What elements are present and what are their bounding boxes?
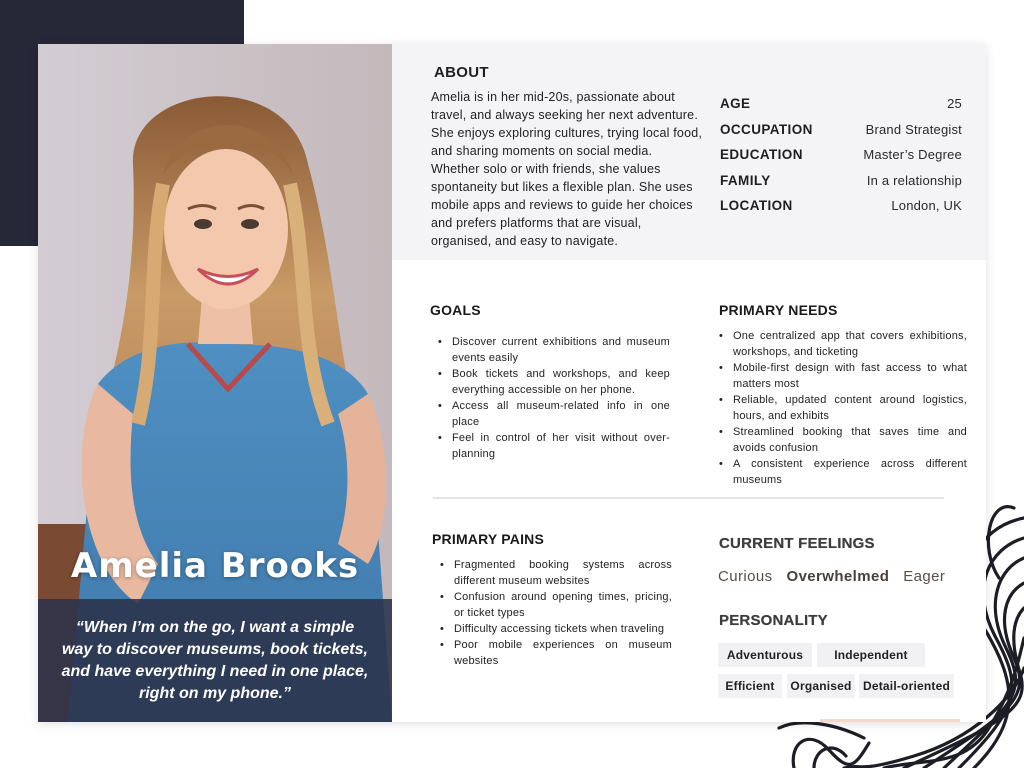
- section-divider: [433, 497, 944, 499]
- list-item: • One centralized app that covers exhibitions, workshops, and ticketing: [713, 328, 967, 360]
- persona-name: Amelia Brooks: [70, 546, 360, 586]
- fact-education: [720, 147, 962, 173]
- personality-tag: Detail-oriented: [859, 674, 954, 698]
- fact-age: [720, 96, 962, 122]
- accent-line: [820, 719, 960, 722]
- personality-tag: Independent: [817, 643, 925, 667]
- fact-location: [720, 198, 962, 224]
- personality-tag: Efficient: [718, 674, 782, 698]
- fact-value: Brand Strategist: [865, 121, 962, 137]
- fact-value: In a relationship: [866, 172, 962, 188]
- fact-label: FAMILY: [720, 172, 771, 188]
- needs-heading: PRIMARY NEEDS: [719, 302, 838, 318]
- feeling-item: Curious: [718, 568, 773, 585]
- list-item: • Mobile-first design with fast access to what matters most: [713, 360, 967, 392]
- about-text: Amelia is in her mid-20s, passionate about travel, and always seeking her next adventure. She enjoys exploring cultures, trying local food, and sharing moments on social media. Whether solo or with friends, she values spontaneity but likes a flexible plan. She uses mobile apps and reviews to guide her choices and prefers platforms that are visual, organised, and easy to navigate.: [431, 90, 703, 248]
- list-item: • Difficulty accessing tickets when traveling: [434, 621, 672, 637]
- fact-value: Master’s Degree: [863, 147, 962, 162]
- persona-quote: “When I’m on the go, I want a simple way to discover museums, book tickets, and have everything I need in one place, right on my phone.”: [61, 618, 369, 702]
- goals-heading: GOALS: [430, 302, 481, 318]
- fact-value: London, UK: [891, 198, 962, 213]
- fact-value: 25: [947, 96, 962, 111]
- needs-list: [713, 328, 967, 488]
- fact-occupation: [720, 122, 962, 148]
- list-item: • Discover current exhibitions and museum events easily: [432, 334, 670, 366]
- about-heading: ABOUT: [434, 64, 489, 81]
- list-item: • Confusion around opening times, pricing, or ticket types: [434, 589, 672, 621]
- list-item: • Feel in control of her visit without over-planning: [432, 430, 670, 462]
- fact-label: LOCATION: [720, 198, 793, 213]
- goals-list: [432, 334, 670, 462]
- fact-label: OCCUPATION: [720, 121, 813, 137]
- feelings-list: [718, 568, 945, 585]
- list-item: • A consistent experience across different museums: [713, 456, 967, 488]
- personality-tag: Adventurous: [718, 643, 812, 667]
- list-item: • Access all museum-related info in one place: [432, 398, 670, 430]
- feeling-item: Eager: [903, 568, 946, 585]
- list-item: • Reliable, updated content around logistics, hours, and exhibits: [713, 392, 967, 424]
- list-item: • Streamlined booking that saves time and avoids confusion: [713, 424, 967, 456]
- feeling-item: Overwhelmed: [786, 568, 890, 585]
- feelings-heading: CURRENT FEELINGS: [719, 535, 875, 552]
- facts-list: [720, 96, 962, 224]
- list-item: • Fragmented booking systems across different museum websites: [434, 557, 672, 589]
- personality-heading: PERSONALITY: [719, 612, 828, 629]
- pains-heading: PRIMARY PAINS: [432, 531, 545, 547]
- quote-box: [38, 599, 392, 722]
- fact-label: EDUCATION: [720, 147, 803, 162]
- personality-tag: Organised: [787, 674, 855, 698]
- fact-family: [720, 173, 962, 199]
- list-item: • Poor mobile experiences on museum websites: [434, 637, 672, 669]
- pains-list: [434, 557, 672, 669]
- list-item: • Book tickets and workshops, and keep everything accessible on her phone.: [432, 366, 670, 398]
- fact-label: AGE: [720, 96, 751, 111]
